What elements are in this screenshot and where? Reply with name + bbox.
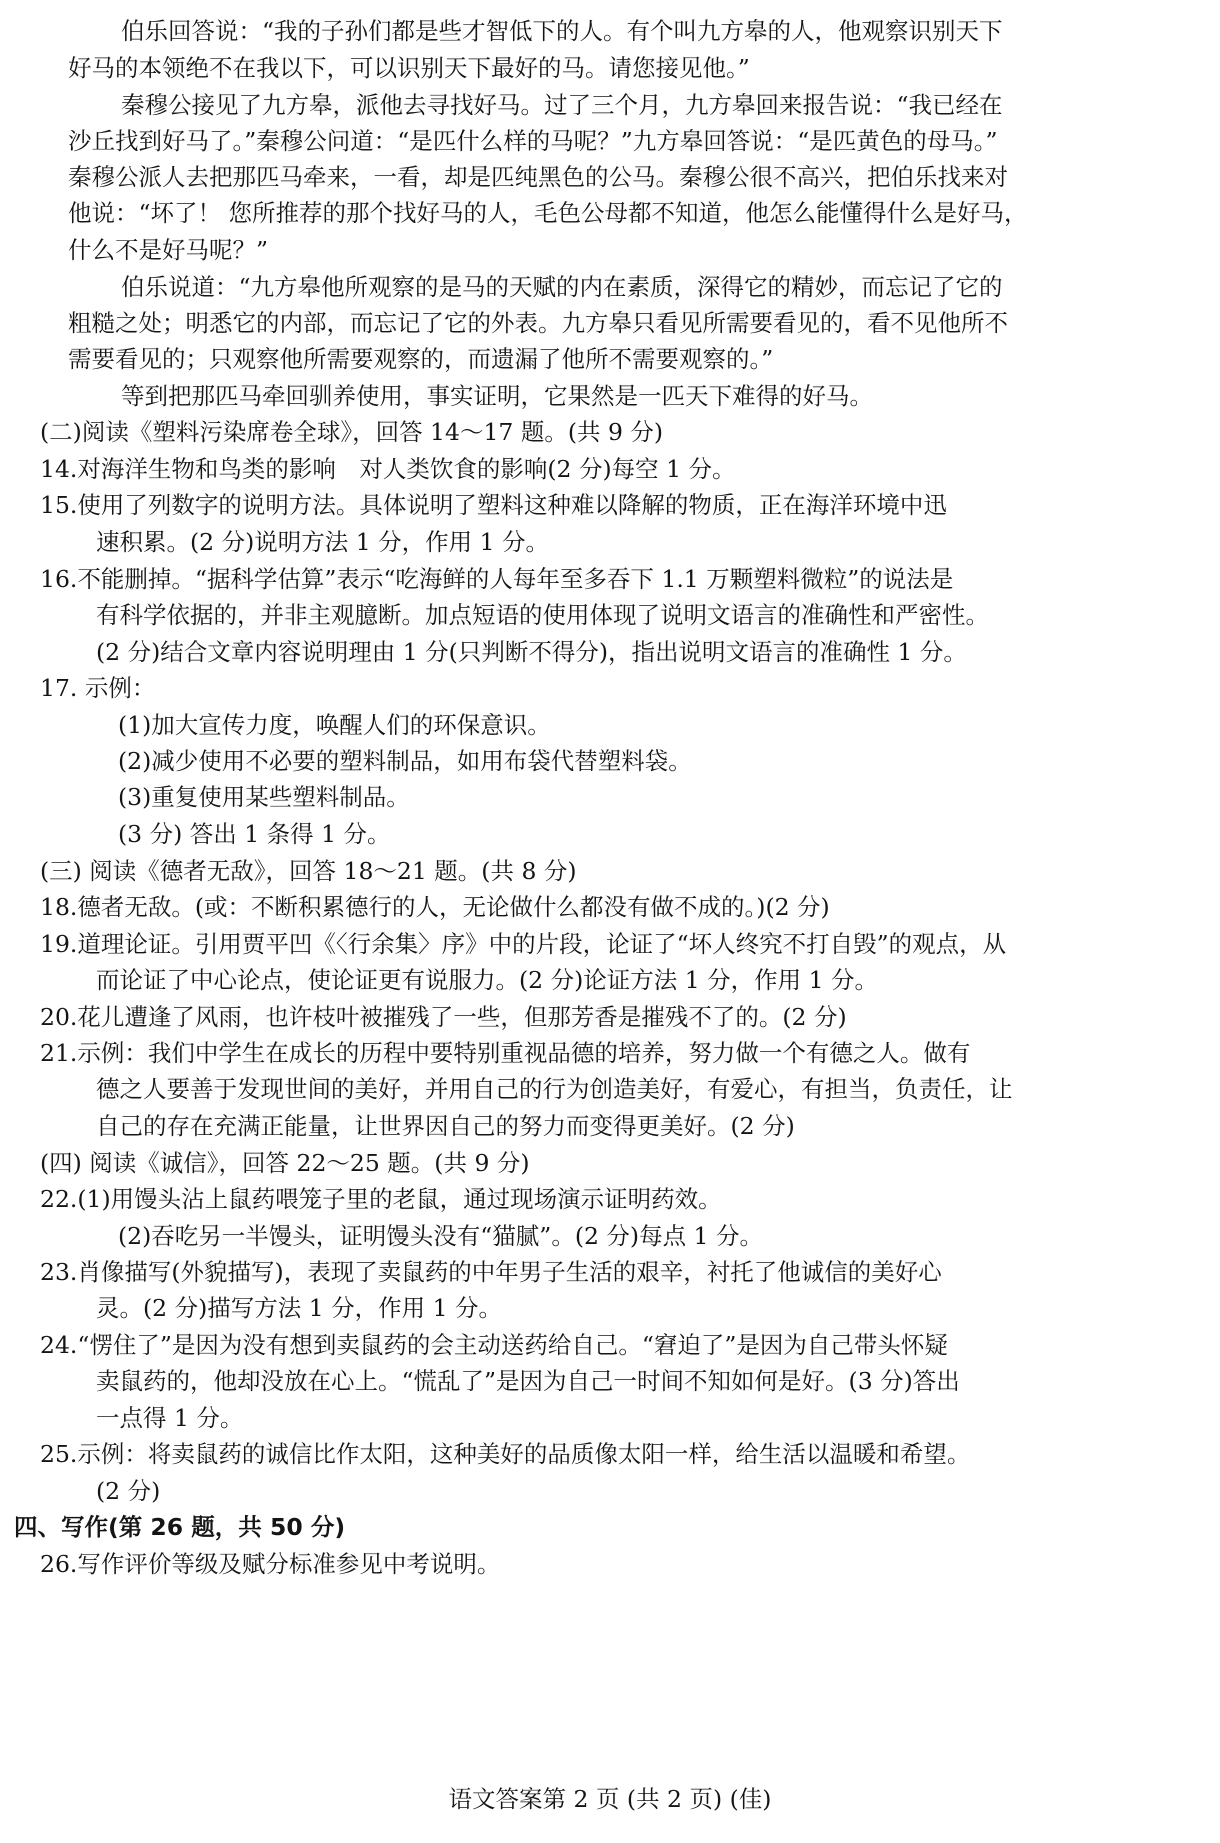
q22-line-2: (2)吞吃另一半馒头，证明馒头没有“猫腻”。(2 分)每点 1 分。 — [118, 1222, 763, 1250]
passage-p2-line-4: 他说：“坏了！ 您所推荐的那个找好马的人，毛色公母都不知道，他怎么能懂得什么是好马， — [68, 199, 1028, 227]
q15-line-2: 速积累。(2 分)说明方法 1 分，作用 1 分。 — [96, 528, 550, 556]
passage-p3-line-2: 粗糙之处；明悉它的内部，而忘记了它的外表。九方皋只看见所需要看见的，看不见他所不 — [68, 309, 1008, 337]
q17-line-3: (2)减少使用不必要的塑料制品，如用布袋代替塑料袋。 — [118, 747, 692, 775]
q21-line-2: 德之人要善于发现世间的美好，并用自己的行为创造美好，有爱心，有担当，负责任，让 — [96, 1075, 1013, 1103]
q25-line-2: (2 分) — [96, 1477, 161, 1505]
q23-line-2: 灵。(2 分)描写方法 1 分，作用 1 分。 — [96, 1294, 503, 1322]
q25-line-1: 25.示例：将卖鼠药的诚信比作太阳，这种美好的品质像太阳一样，给生活以温暖和希望。 — [40, 1440, 971, 1468]
q16-line-3: (2 分)结合文章内容说明理由 1 分(只判断不得分)，指出说明文语言的准确性 1 分。 — [96, 638, 967, 666]
q15-line-1: 15.使用了列数字的说明方法。具体说明了塑料这种难以降解的物质，正在海洋环境中迅 — [40, 491, 947, 519]
writing-header: 四、写作(第 26 题，共 50 分) — [14, 1513, 346, 1541]
q24-line-1: 24.“愣住了”是因为没有想到卖鼠药的会主动送药给自己。“窘迫了”是因为自己带头怀疑 — [40, 1331, 948, 1359]
q21-line-1: 21.示例：我们中学生在成长的历程中要特别重视品德的培养，努力做一个有德之人。做有 — [40, 1039, 971, 1067]
q21-line-3: 自己的存在充满正能量，让世界因自己的努力而变得更美好。(2 分) — [96, 1112, 795, 1140]
q14-line-1: 14.对海洋生物和鸟类的影响 对人类饮食的影响(2 分)每空 1 分。 — [40, 455, 736, 483]
q19-line-2: 而论证了中心论点，使论证更有说服力。(2 分)论证方法 1 分，作用 1 分。 — [96, 966, 879, 994]
q24-line-3: 一点得 1 分。 — [96, 1404, 244, 1432]
passage-p2-line-1: 秦穆公接见了九方皋，派他去寻找好马。过了三个月，九方皋回来报告说：“我已经在 — [121, 91, 1003, 119]
q20-line-1: 20.花儿遭逢了风雨，也许枝叶被摧残了一些，但那芳香是摧残不了的。(2 分) — [40, 1003, 847, 1031]
passage-p2-line-3: 秦穆公派人去把那匹马牵来，一看，却是匹纯黑色的公马。秦穆公很不高兴，把伯乐找来对 — [68, 163, 1008, 191]
q16-line-2: 有科学依据的，并非主观臆断。加点短语的使用体现了说明文语言的准确性和严密性。 — [96, 601, 989, 629]
q24-line-2: 卖鼠药的，他却没放在心上。“慌乱了”是因为自己一时间不知如何是好。(3 分)答出 — [96, 1367, 960, 1395]
section2-header: (二)阅读《塑料污染席卷全球》，回答 14～17 题。(共 9 分) — [40, 418, 664, 446]
passage-p1-line-1: 伯乐回答说：“我的子孙们都是些才智低下的人。有个叫九方皋的人，他观察识别天下 — [121, 17, 1003, 45]
passage-p3-line-1: 伯乐说道：“九方皋他所观察的是马的天赋的内在素质，深得它的精妙，而忘记了它的 — [121, 273, 1003, 301]
q17-line-2: (1)加大宣传力度，唤醒人们的环保意识。 — [118, 711, 551, 739]
section3-header: (三) 阅读《德者无敌》，回答 18～21 题。(共 8 分) — [40, 857, 577, 885]
q22-line-1: 22.(1)用馒头沾上鼠药喂笼子里的老鼠，通过现场演示证明药效。 — [40, 1185, 722, 1213]
section4-header: (四) 阅读《诚信》，回答 22～25 题。(共 9 分) — [40, 1149, 530, 1177]
passage-p2-line-2: 沙丘找到好马了。”秦穆公问道：“是匹什么样的马呢？”九方皋回答说：“是匹黄色的母马。” — [68, 127, 998, 155]
q23-line-1: 23.肖像描写(外貌描写)，表现了卖鼠药的中年男子生活的艰辛，衬托了他诚信的美好心 — [40, 1258, 942, 1286]
q18-line-1: 18.德者无敌。(或：不断积累德行的人，无论做什么都没有做不成的。)(2 分) — [40, 893, 830, 921]
q17-line-1: 17. 示例： — [40, 674, 156, 702]
q17-line-5: (3 分) 答出 1 条得 1 分。 — [118, 820, 391, 848]
passage-p3-line-3: 需要看见的；只观察他所需要观察的，而遗漏了他所不需要观察的。” — [68, 345, 774, 373]
page-footer: 语文答案第 2 页 (共 2 页) (佳) — [448, 1785, 772, 1813]
q17-line-4: (3)重复使用某些塑料制品。 — [118, 783, 410, 811]
passage-p4-line-1: 等到把那匹马牵回驯养使用，事实证明，它果然是一匹天下难得的好马。 — [121, 382, 873, 410]
passage-p2-line-5: 什么不是好马呢？” — [68, 236, 269, 264]
q26-line-1: 26.写作评价等级及赋分标准参见中考说明。 — [40, 1550, 501, 1578]
passage-p1-line-2: 好马的本领绝不在我以下，可以识别天下最好的马。请您接见他。” — [68, 54, 750, 82]
q16-line-1: 16.不能删掉。“据科学估算”表示“吃海鲜的人每年至多吞下 1.1 万颗塑料微粒”的说法是 — [40, 565, 954, 593]
q19-line-1: 19.道理论证。引用贾平凹《〈行余集〉序》中的片段，论证了“坏人终究不打自毁”的观点，从 — [40, 930, 1007, 958]
